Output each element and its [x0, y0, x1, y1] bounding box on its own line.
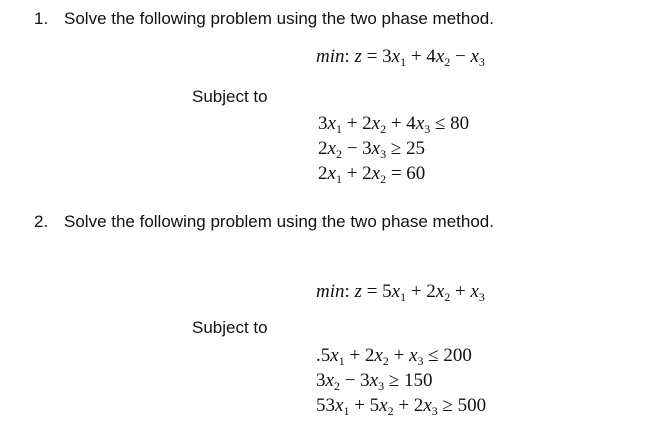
- math-variable: min: [316, 46, 345, 67]
- math-subscript: 2: [387, 404, 394, 418]
- math-text: 3: [316, 370, 326, 391]
- math-variable: x: [369, 370, 379, 391]
- math-text: 3: [318, 113, 328, 134]
- math-subscript: 1: [343, 404, 350, 418]
- problem-2-objective: [316, 279, 485, 304]
- math-text: +: [450, 281, 471, 302]
- problem-2-constraints: [316, 343, 486, 418]
- math-subscript: 1: [335, 172, 342, 186]
- problem-2-constraint-2: [316, 368, 486, 393]
- math-text: ≥ 25: [386, 138, 426, 159]
- math-variable: x: [415, 113, 425, 134]
- math-subscript: 2: [335, 147, 342, 161]
- problem-1-number: 1.: [34, 9, 49, 28]
- math-text: ≥ 150: [384, 370, 433, 391]
- math-subscript: 2: [380, 172, 387, 186]
- math-subscript: 3: [380, 147, 387, 161]
- math-subscript: 3: [478, 290, 485, 304]
- math-text: :: [344, 281, 355, 302]
- problem-2-constraint-1: [316, 343, 486, 368]
- math-text: + 2: [341, 113, 372, 134]
- math-text: + 4: [406, 46, 436, 67]
- problem-1-heading: [34, 9, 494, 29]
- math-variable: x: [371, 163, 381, 184]
- problem-1-constraint-1: [318, 111, 469, 136]
- math-variable: x: [391, 46, 401, 67]
- math-text: 53: [316, 395, 335, 416]
- math-variable: x: [335, 395, 344, 416]
- math-variable: x: [409, 345, 418, 366]
- problem-1-constraints: [318, 111, 469, 186]
- math-variable: x: [379, 395, 388, 416]
- problem-1-constraint-3: [318, 161, 469, 186]
- math-subscript: 2: [333, 379, 340, 393]
- math-text: 2: [318, 138, 328, 159]
- math-text: = 3: [361, 46, 392, 67]
- math-text: = 60: [386, 163, 426, 184]
- math-text: + 2: [341, 163, 372, 184]
- math-subscript: 2: [382, 354, 389, 368]
- math-variable: x: [374, 345, 383, 366]
- math-variable: z: [354, 46, 362, 67]
- math-variable: x: [327, 113, 336, 134]
- math-subscript: 2: [444, 290, 451, 304]
- problem-2-number: 2.: [34, 212, 49, 231]
- math-text: ≥ 500: [437, 395, 487, 416]
- math-variable: min: [316, 281, 345, 302]
- problem-2-heading: [34, 212, 494, 232]
- math-text: + 2: [406, 281, 436, 302]
- math-text: + 2: [344, 345, 375, 366]
- math-variable: x: [435, 46, 445, 67]
- math-variable: x: [327, 163, 336, 184]
- math-subscript: 3: [478, 55, 485, 69]
- math-subscript: 3: [424, 122, 431, 136]
- math-subscript: 1: [400, 290, 407, 304]
- problem-1-instruction: Solve the following problem using the two phase method.: [64, 9, 494, 28]
- problem-1-constraint-2: [318, 136, 469, 161]
- math-text: + 2: [393, 395, 424, 416]
- math-text: :: [344, 46, 355, 67]
- problem-2-constraint-3: [316, 393, 486, 418]
- math-text: + 4: [386, 113, 416, 134]
- math-text: +: [388, 345, 410, 366]
- math-subscript: 1: [400, 55, 407, 69]
- math-subscript: 1: [335, 122, 342, 136]
- math-text: .5: [316, 345, 331, 366]
- math-variable: x: [330, 345, 339, 366]
- math-variable: x: [327, 138, 336, 159]
- math-subscript: 3: [431, 404, 438, 418]
- math-variable: x: [371, 113, 381, 134]
- math-subscript: 2: [380, 122, 387, 136]
- math-variable: x: [470, 46, 479, 67]
- math-subscript: 3: [378, 379, 385, 393]
- math-subscript: 3: [417, 354, 424, 368]
- math-text: − 3: [341, 138, 372, 159]
- math-variable: z: [354, 281, 362, 302]
- math-variable: x: [470, 281, 479, 302]
- math-text: 2: [318, 163, 328, 184]
- math-text: −: [450, 46, 471, 67]
- math-variable: x: [423, 395, 432, 416]
- problem-1-subject-to: Subject to: [192, 87, 268, 106]
- math-text: ≤ 80: [430, 113, 470, 134]
- problem-1-objective: [316, 44, 485, 69]
- math-text: ≤ 200: [423, 345, 472, 366]
- math-variable: x: [325, 370, 334, 391]
- math-variable: x: [371, 138, 381, 159]
- math-subscript: 1: [338, 354, 345, 368]
- problem-2-subject-to: Subject to: [192, 318, 268, 337]
- math-subscript: 2: [444, 55, 451, 69]
- math-text: = 5: [361, 281, 392, 302]
- math-text: + 5: [349, 395, 380, 416]
- problem-2-instruction: Solve the following problem using the two phase method.: [64, 212, 494, 231]
- math-variable: x: [391, 281, 401, 302]
- math-variable: x: [435, 281, 445, 302]
- math-text: − 3: [339, 370, 370, 391]
